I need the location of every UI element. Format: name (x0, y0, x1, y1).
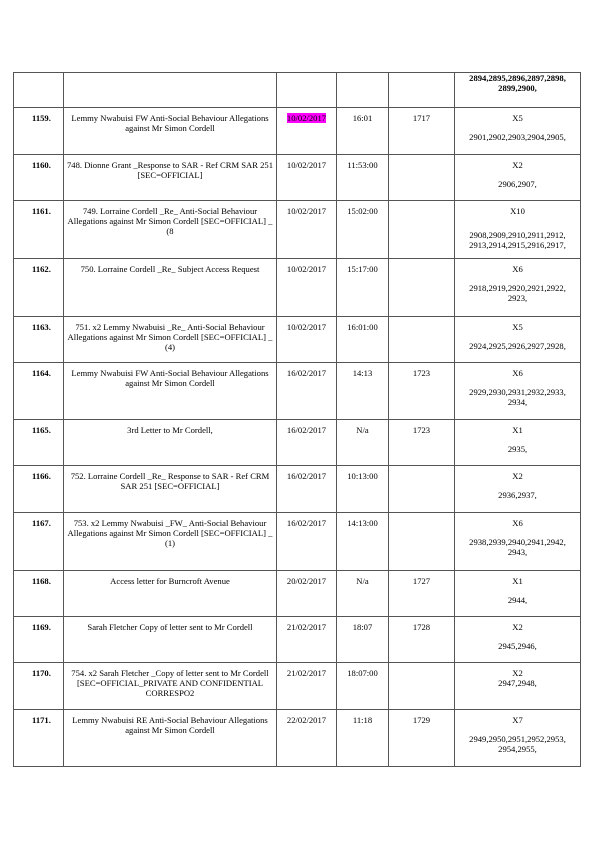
row-pages (455, 466, 581, 513)
row-ref: 1717 (389, 108, 455, 155)
row-date (277, 571, 337, 617)
row-date (277, 466, 337, 513)
row-description: 753. x2 Lemmy Nwabuisi _FW_ Anti-Social Behaviour Allegations against Mr Simon Cordell [SEC=OFFICIAL] _ (1) (64, 513, 277, 571)
row-description: Access letter for Burncroft Avenue (64, 571, 277, 617)
row-page-count: X2 (512, 471, 523, 481)
row-ref: 1728 (389, 617, 455, 663)
row-ref (389, 155, 455, 201)
row-pages (455, 317, 581, 363)
row-page-list: 2936,2937, (498, 490, 537, 500)
row-page-count: X2 (512, 160, 523, 170)
row-number: 1171. (14, 710, 64, 767)
row-description: Lemmy Nwabuisi FW Anti-Social Behaviour Allegations against Mr Simon Cordell (64, 108, 277, 155)
row-description: 3rd Letter to Mr Cordell, (64, 420, 277, 466)
document-table-wrapper (13, 72, 580, 767)
row-page-count: X1 (512, 576, 523, 586)
cell-number (14, 73, 64, 108)
row-number: 1159. (14, 108, 64, 155)
row-description: Lemmy Nwabuisi FW Anti-Social Behaviour Allegations against Mr Simon Cordell (64, 363, 277, 420)
row-page-list: 2949,2950,2951,2952,2953, 2954,2955, (469, 734, 566, 754)
row-description: 750. Lorraine Cordell _Re_ Subject Access Request (64, 259, 277, 317)
row-pages (455, 201, 581, 259)
row-pages (455, 710, 581, 767)
row-time: 11:53:00 (337, 155, 389, 201)
table-row (14, 617, 581, 663)
row-ref: 1723 (389, 420, 455, 466)
table-row (14, 710, 581, 767)
row-pages (455, 663, 581, 710)
row-date (277, 617, 337, 663)
row-ref: 1727 (389, 571, 455, 617)
row-description: 754. x2 Sarah Fletcher _Copy of letter sent to Mr Cordell [SEC=OFFICIAL_PRIVATE AND CONFIDENTIAL CORRESPO2 (64, 663, 277, 710)
table-row (14, 317, 581, 363)
cell-pages (455, 73, 581, 108)
row-description: 751. x2 Lemmy Nwabuisi _Re_ Anti-Social Behaviour Allegations against Mr Simon Cordell [SEC=OFFICIAL] _ (4) (64, 317, 277, 363)
cell-date (277, 73, 337, 108)
row-description: 748. Dionne Grant _Response to SAR - Ref CRM SAR 251 [SEC=OFFICIAL] (64, 155, 277, 201)
row-time: 11:18 (337, 710, 389, 767)
row-time: 16:01:00 (337, 317, 389, 363)
row-page-list: 2945,2946, (498, 641, 537, 651)
row-time: 14:13:00 (337, 513, 389, 571)
row-date-text: 20/02/2017 (286, 576, 327, 586)
row-date (277, 108, 337, 155)
row-date (277, 513, 337, 571)
row-time: 15:17:00 (337, 259, 389, 317)
row-page-count: X6 (512, 368, 523, 378)
row-number: 1162. (14, 259, 64, 317)
row-page-list: 2935, (507, 444, 528, 454)
row-time: 10:13:00 (337, 466, 389, 513)
row-time: 15:02:00 (337, 201, 389, 259)
row-page-count: X6 (512, 264, 523, 274)
row-page-count: X5 (512, 322, 523, 332)
row-ref (389, 317, 455, 363)
row-date (277, 710, 337, 767)
row-number: 1161. (14, 201, 64, 259)
row-date (277, 155, 337, 201)
row-number: 1165. (14, 420, 64, 466)
row-date-text: 21/02/2017 (286, 668, 327, 678)
row-date-text: 16/02/2017 (286, 425, 327, 435)
table-row (14, 108, 581, 155)
row-ref (389, 201, 455, 259)
row-page-list: 2944, (507, 595, 528, 605)
row-ref (389, 466, 455, 513)
row-pages (455, 513, 581, 571)
cell-time (337, 73, 389, 108)
table-row (14, 201, 581, 259)
row-date-text: 10/02/2017 (286, 160, 327, 170)
row-pages (455, 108, 581, 155)
cell-ref (389, 73, 455, 108)
row-time: 14:13 (337, 363, 389, 420)
row-description: Lemmy Nwabuisi RE Anti-Social Behaviour Allegations against Mr Simon Cordell (64, 710, 277, 767)
row-page-list: 2918,2919,2920,2921,2922, 2923, (469, 283, 566, 303)
row-page-count: X5 (512, 113, 523, 123)
table-row-continued (14, 73, 581, 108)
row-date (277, 201, 337, 259)
row-page-list: 2929,2930,2931,2932,2933, 2934, (469, 387, 566, 407)
row-pages (455, 155, 581, 201)
row-description: Sarah Fletcher Copy of letter sent to Mr Cordell (64, 617, 277, 663)
row-pages (455, 420, 581, 466)
row-date-text: 16/02/2017 (286, 471, 327, 481)
row-date-text: 10/02/2017 (286, 322, 327, 332)
row-pages (455, 363, 581, 420)
row-description: 752. Lorraine Cordell _Re_ Response to SAR - Ref CRM SAR 251 [SEC=OFFICIAL] (64, 466, 277, 513)
row-number: 1160. (14, 155, 64, 201)
row-ref (389, 513, 455, 571)
table-row (14, 259, 581, 317)
document-index-table (13, 72, 581, 767)
pages-list: 2894,2895,2896,2897,2898, 2899,2900, (469, 73, 566, 93)
table-row (14, 513, 581, 571)
row-date-text: 10/02/2017 (286, 113, 327, 123)
row-date (277, 259, 337, 317)
row-number: 1169. (14, 617, 64, 663)
row-page-list: 2924,2925,2926,2927,2928, (469, 341, 566, 351)
row-pages (455, 617, 581, 663)
row-ref (389, 663, 455, 710)
row-ref (389, 259, 455, 317)
row-ref: 1729 (389, 710, 455, 767)
cell-description (64, 73, 277, 108)
row-page-count: X2 (512, 622, 523, 632)
row-date-text: 10/02/2017 (286, 206, 327, 216)
row-page-count: X10 (510, 206, 525, 216)
row-page-list: 2947,2948, (498, 678, 537, 688)
row-date-text: 21/02/2017 (286, 622, 327, 632)
row-page-count: X6 (512, 518, 523, 528)
row-time: 18:07:00 (337, 663, 389, 710)
row-number: 1166. (14, 466, 64, 513)
row-number: 1167. (14, 513, 64, 571)
row-date (277, 663, 337, 710)
row-number: 1170. (14, 663, 64, 710)
row-ref: 1723 (389, 363, 455, 420)
row-number: 1163. (14, 317, 64, 363)
row-page-list: 2908,2909,2910,2911,2912, 2913,2914,2915,2916,2917, (469, 230, 566, 250)
row-page-list: 2906,2907, (498, 179, 537, 189)
row-pages (455, 571, 581, 617)
row-description: 749. Lorraine Cordell _Re_ Anti-Social Behaviour Allegations against Mr Simon Cordell [SEC=OFFICIAL] _ (8 (64, 201, 277, 259)
row-date (277, 420, 337, 466)
row-page-list: 2901,2902,2903,2904,2905, (469, 132, 566, 142)
row-time: 18:07 (337, 617, 389, 663)
table-body (14, 73, 581, 767)
row-date-text: 16/02/2017 (286, 518, 327, 528)
row-page-count: X2 (512, 668, 523, 678)
row-time: 16:01 (337, 108, 389, 155)
row-page-count: X1 (512, 425, 523, 435)
row-number: 1168. (14, 571, 64, 617)
table-row (14, 571, 581, 617)
row-page-list: 2938,2939,2940,2941,2942, 2943, (469, 537, 566, 557)
row-time: N/a (337, 571, 389, 617)
row-date-text: 22/02/2017 (286, 715, 327, 725)
row-pages (455, 259, 581, 317)
row-time: N/a (337, 420, 389, 466)
row-date-text: 16/02/2017 (286, 368, 327, 378)
table-row (14, 363, 581, 420)
table-row (14, 663, 581, 710)
table-row (14, 420, 581, 466)
row-date (277, 363, 337, 420)
row-page-count: X7 (512, 715, 523, 725)
table-row (14, 466, 581, 513)
row-date-text: 10/02/2017 (286, 264, 327, 274)
row-number: 1164. (14, 363, 64, 420)
table-row (14, 155, 581, 201)
row-date (277, 317, 337, 363)
